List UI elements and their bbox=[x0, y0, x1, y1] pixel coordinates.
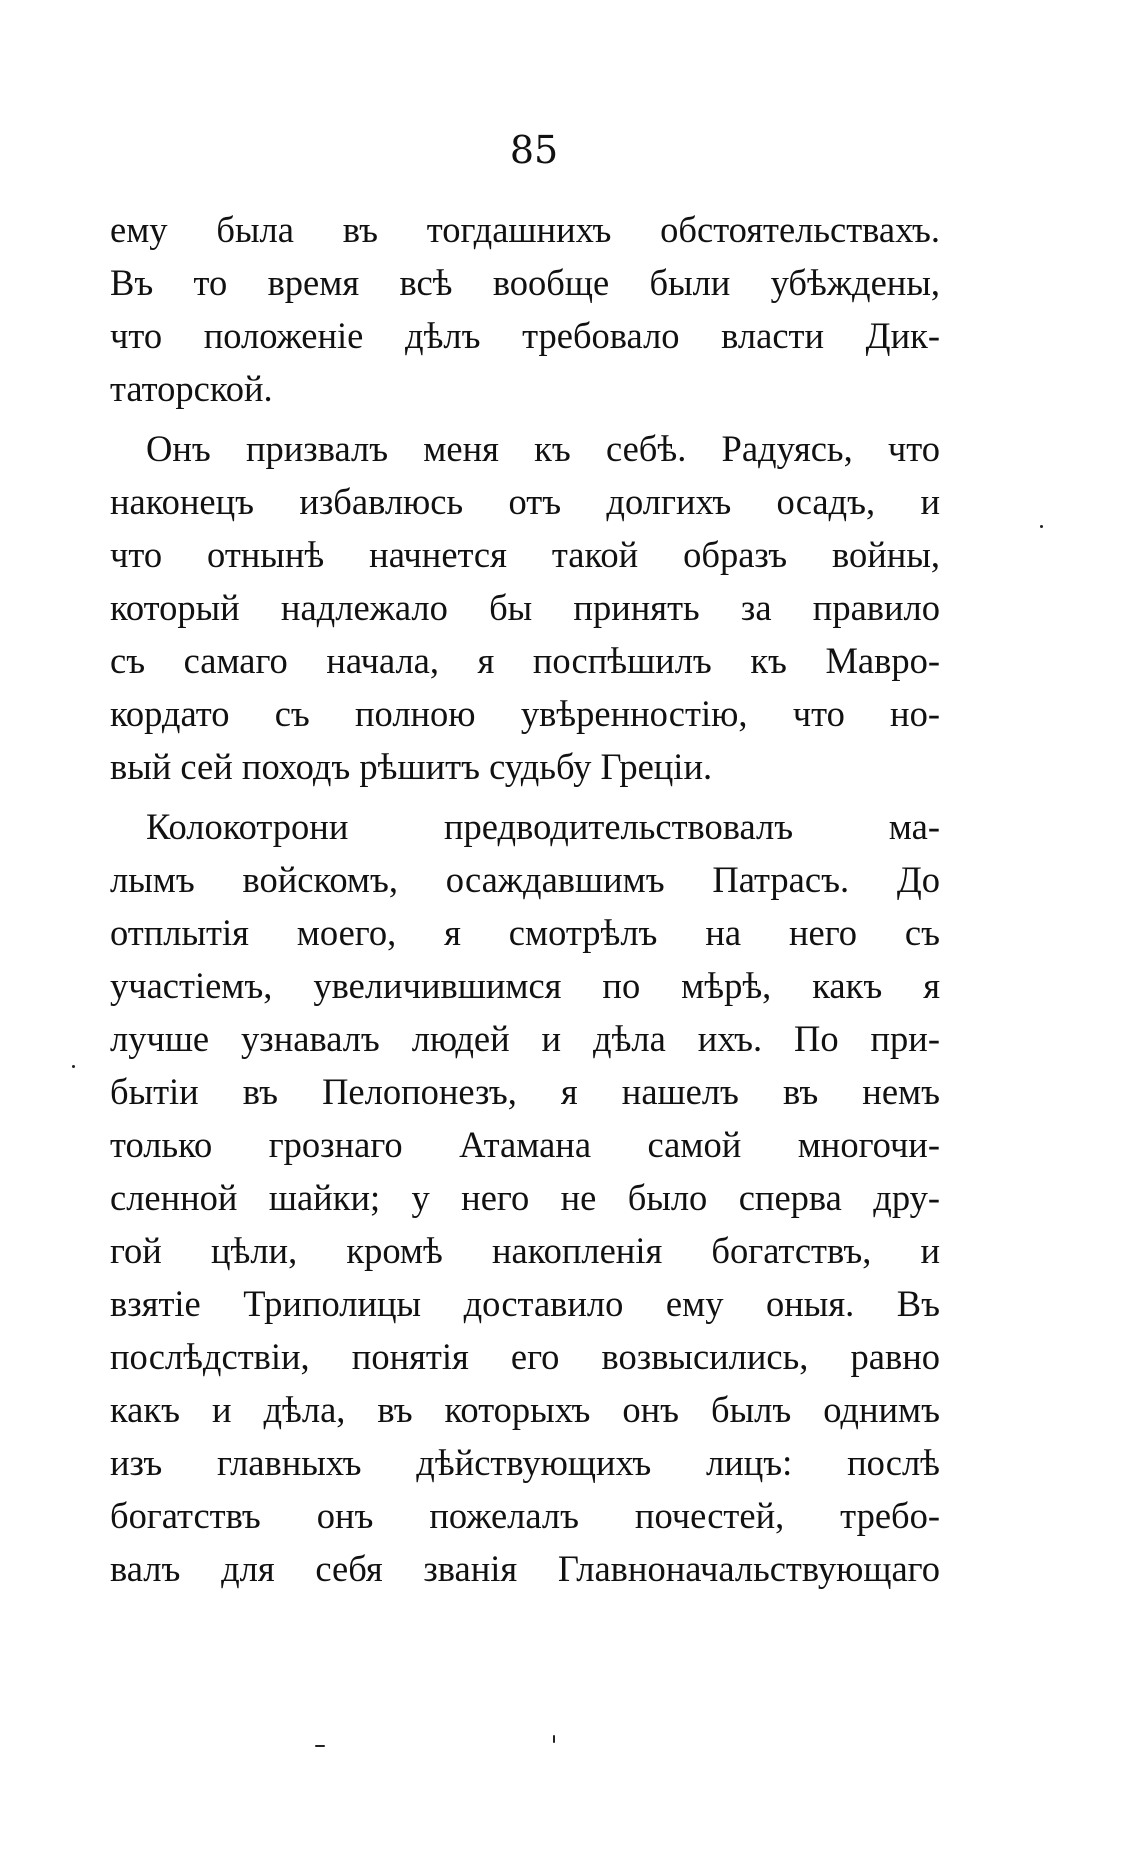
text-line: валъ для себя званія Главноначальствующаго bbox=[110, 1548, 940, 1589]
text-line: ему была въ тогдашнихъ обстоятельствахъ. bbox=[110, 209, 940, 250]
text-line: вый сей походъ рѣшитъ судьбу Греціи. bbox=[110, 746, 713, 787]
text-line: лучше узнавалъ людей и дѣла ихъ. По при- bbox=[110, 1018, 940, 1059]
text-line: бытіи въ Пелопонезъ, я нашелъ въ немъ bbox=[110, 1071, 940, 1112]
text-line: что отнынѣ начнется такой образъ войны, bbox=[110, 534, 940, 575]
text-line: Колокотрони предводительствовалъ ма- bbox=[146, 806, 940, 847]
text-line: послѣдствіи, понятія его возвысились, равно bbox=[110, 1336, 940, 1377]
scan-speck bbox=[315, 1745, 325, 1747]
text-line: только грознаго Атамана самой многочи- bbox=[110, 1124, 940, 1165]
body-text bbox=[110, 203, 940, 1595]
text-line: сленной шайки; у него не было сперва дру- bbox=[110, 1177, 940, 1218]
text-line: участіемъ, увеличившимся по мѣрѣ, какъ я bbox=[110, 965, 940, 1006]
text-line: гой цѣли, кромѣ накопленія богатствъ, и bbox=[110, 1230, 940, 1271]
text-line: Онъ призвалъ меня къ себѣ. Радуясь, что bbox=[146, 428, 940, 469]
page-number: 85 bbox=[509, 128, 559, 172]
text-line: какъ и дѣла, въ которыхъ онъ былъ однимъ bbox=[110, 1389, 940, 1430]
text-line: съ самаго начала, я поспѣшилъ къ Мавро- bbox=[110, 640, 940, 681]
text-line: взятіе Триполицы доставило ему оныя. Въ bbox=[110, 1283, 940, 1324]
scan-speck bbox=[72, 1065, 75, 1068]
text-line: отплытія моего, я смотрѣлъ на него съ bbox=[110, 912, 940, 953]
text-line: лымъ войскомъ, осаждавшимъ Патрасъ. До bbox=[110, 859, 940, 900]
text-line: Въ то время всѣ вообще были убѣждены, bbox=[110, 262, 940, 303]
text-line: богатствъ онъ пожелалъ почестей, требо- bbox=[110, 1495, 940, 1536]
text-line: таторской. bbox=[110, 368, 273, 409]
text-line: кордато съ полною увѣренностію, что но- bbox=[110, 693, 940, 734]
text-line: наконецъ избавлюсь отъ долгихъ осадъ, и bbox=[110, 481, 940, 522]
scan-speck bbox=[1040, 525, 1043, 528]
text-line: который надлежало бы принять за правило bbox=[110, 587, 940, 628]
text-line: изъ главныхъ дѣйствующихъ лицъ: послѣ bbox=[110, 1442, 940, 1483]
text-line: что положеніе дѣлъ требовало власти Дик- bbox=[110, 315, 940, 356]
scan-speck bbox=[553, 1735, 555, 1743]
